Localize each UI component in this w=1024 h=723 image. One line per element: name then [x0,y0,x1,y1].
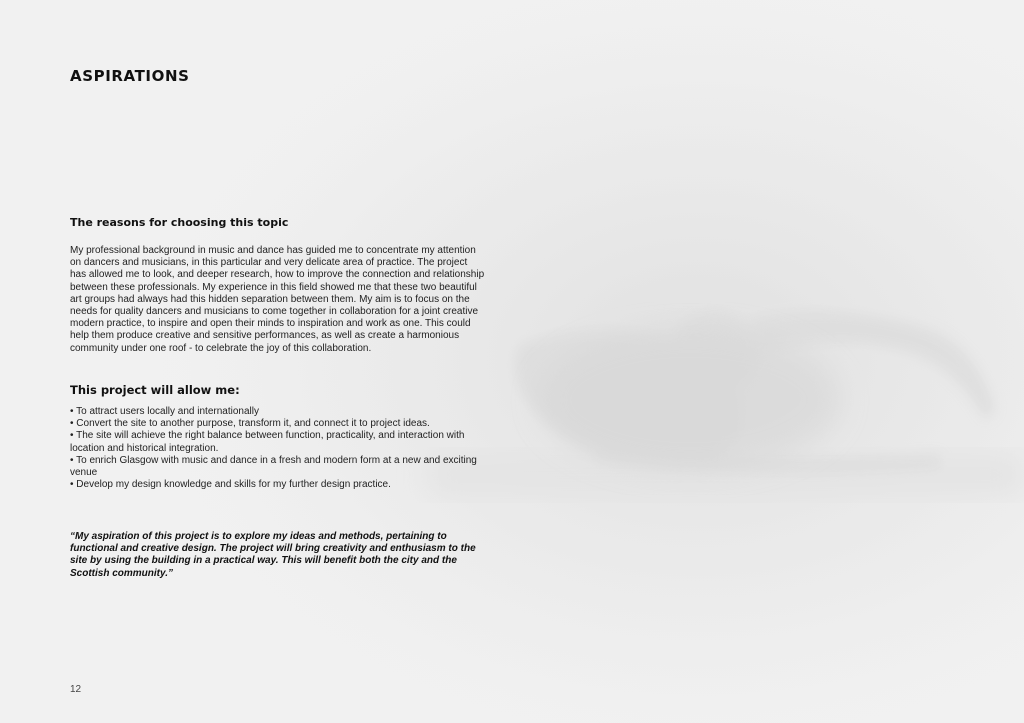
reasons-paragraph: My professional background in music and dance has guided me to concentrate my attention on dancers and musicians, in this particular and very delicate area of practice. The project has allowed me to look, and deeper research, how to improve the connection and relationship between these professionals. My experience in this field showed me that these two beautiful art groups had always had this hidden separation between them. My aim is to focus on the needs for quality dancers and musicians to come together in collaboration for a joint creative modern practice, to inspire and open their minds to inspiration and work as one. This could help them produce creative and sensitive performances, as well as create a harmonious community under one roof - to celebrate the joy of this collaboration. [70,245,485,354]
allow-list [70,406,490,491]
list-item: • Convert the site to another purpose, transform it, and connect it to project ideas. [70,418,430,430]
page-number: 12 [70,684,82,695]
list-item: • Develop my design knowledge and skills for my further design practice. [70,479,391,491]
list-item: • To enrich Glasgow with music and dance in a fresh and modern form at a new and exciting venue [70,454,477,479]
page-title: ASPIRATIONS [70,67,190,85]
list-item: • To attract users locally and internationally [70,406,259,417]
reasons-heading: The reasons for choosing this topic [70,216,289,229]
list-item: • The site will achieve the right balance between function, practicality, and interaction with location and historical integration. [70,430,465,454]
aspiration-quote: “My aspiration of this project is to explore my ideas and methods, pertaining to functional and creative design. The project will bring creativity and enthusiasm to the site by using the building in a practical way. This will benefit both the city and the Scottish community.” [70,531,476,579]
allow-heading: This project will allow me: [70,383,240,397]
